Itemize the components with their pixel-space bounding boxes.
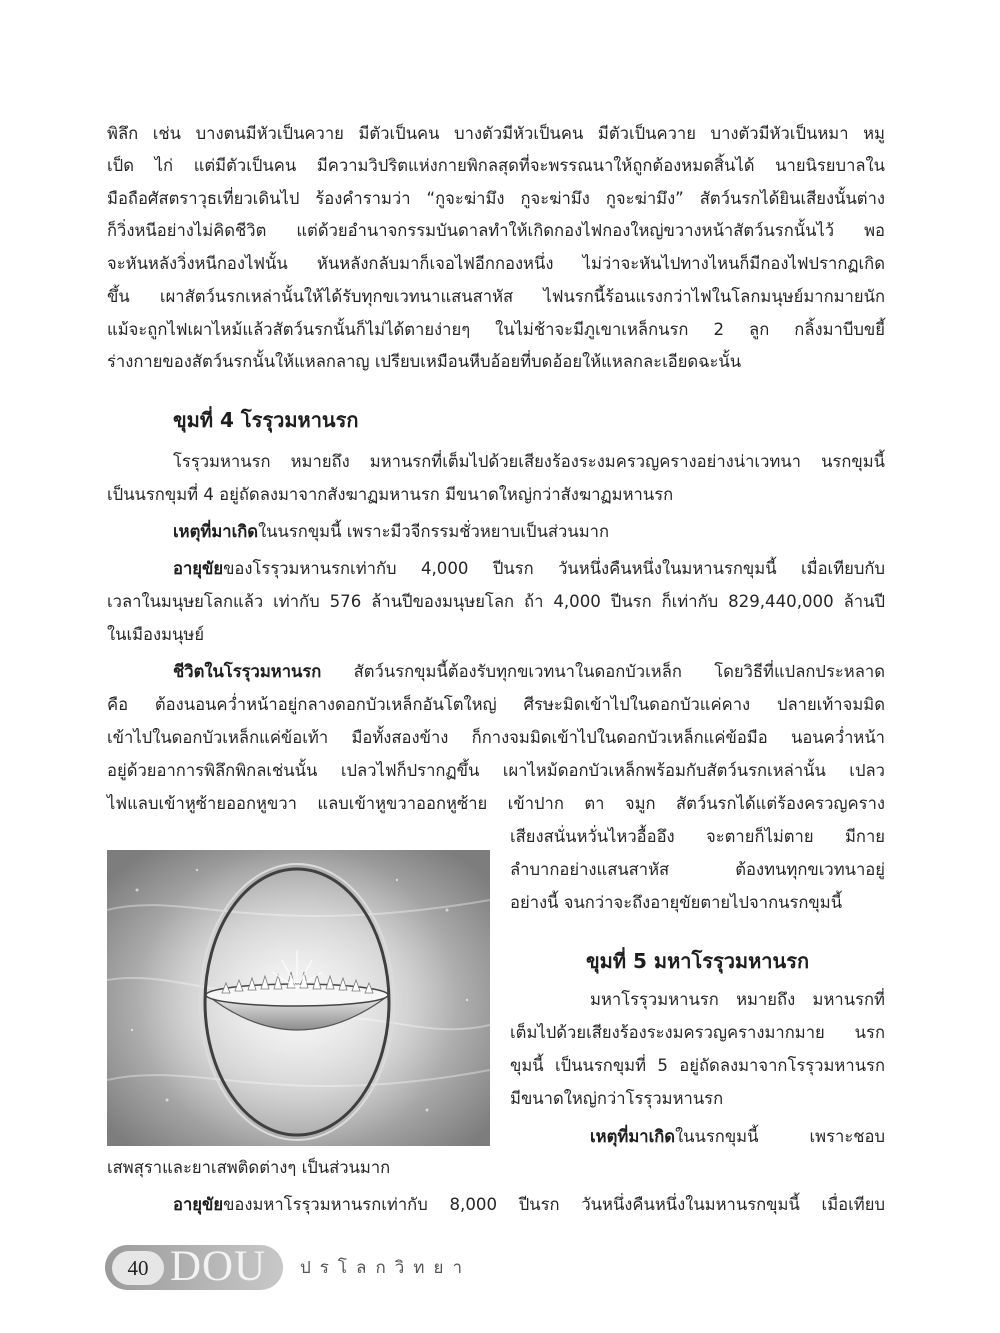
text-line: พิลึก เช่น บางตนมีหัวเป็นควาย มีตัวเป็นคน บางตัวมีหัวเป็นคน มีตัวเป็นควาย บางตัวมีหัวเป็นหมา หมู [107, 124, 885, 143]
lifespan-label: อายุขัย [173, 559, 224, 578]
cause-label: เหตุที่มาเกิด [173, 522, 259, 541]
text-line: อย่างนี้ จนกว่าจะถึงอายุขัยตายไปจากนรกขุมนี้ [510, 893, 843, 912]
text-line: ร่างกายของสัตว์นรกนั้นให้แหลกลาญ เปรียบเหมือนหีบอ้อยที่บดอ้อยให้แหลกละเอียดฉะนั้น [107, 352, 742, 371]
dou-logo: DOU [170, 1243, 267, 1290]
section-heading: ขุมที่ 5 มหาโรรุวมหานรก [586, 949, 810, 973]
lifespan-label: อายุขัย [173, 1195, 224, 1214]
cause-paragraph [590, 1121, 885, 1154]
text-line: คือ ต้องนอนคว่ำหน้าอยู่กลางดอกบัวเหล็กอันโตใหญ่ ศีรษะมิดเข้าไปในดอกบัวแค่คาง ปลายเท้าจมมิด [107, 695, 885, 714]
text-line: จะหันหลังวิ่งหนีกองไฟนั้น หันหลังกลับมาก็เจอไฟอีกกองหนึ่ง ไม่ว่าจะหันไปทางไหนก็มีกองไฟปรากฏเกิด [107, 254, 885, 273]
text-line: ขึ้น เผาสัตว์นรกเหล่านั้นให้ได้รับทุกขเวทนาแสนสาหัส ไฟนรกนี้ร้อนแรงกว่าไฟในโลกมนุษย์มากมายนัก [107, 287, 885, 306]
lifespan-text: ของมหาโรรุวมหานรกเท่ากับ 8,000 ปีนรก วันหนึ่งคืนหนึ่งในมหานรกขุมนี้ เมื่อเทียบ [223, 1195, 885, 1214]
lifespan-text: ของโรรุวมหานรกเท่ากับ 4,000 ปีนรก วันหนึ่งคืนหนึ่งในมหานรกขุมนี้ เมื่อเทียบกับ [223, 559, 885, 578]
text-line: อยู่ด้วยอาการพิลึกพิกลเช่นนั้น เปลวไฟก็ปรากฏขึ้น เผาไหม้ดอกบัวเหล็กพร้อมกับสัตว์นรกเหล่านั้น เปลว [107, 761, 885, 780]
section-heading: ขุมที่ 4 โรรุวมหานรก [173, 408, 359, 432]
text-line: เสียงสนั่นหวั่นไหวอื้ออึง จะตายก็ไม่ตาย มีกาย [510, 827, 885, 846]
life-text: สัตว์นรกขุมนี้ต้องรับทุกขเวทนาในดอกบัวเหล็ก โดยวิธีที่แปลกประหลาด [321, 662, 885, 681]
text-line: แม้จะถูกไฟเผาไหม้แล้วสัตว์นรกนั้นก็ไม่ได้ตายง่ายๆ ในไม่ช้าจะมีภูเขาเหล็กนรก 2 ลูก กลิ้งมาบีบขยี้ [107, 320, 885, 339]
text-line: ไฟแลบเข้าหูซ้ายออกหูขวา แลบเข้าหูขวาออกหูซ้าย เข้าปาก ตา จมูก สัตว์นรกได้แต่ร้องครวญคราง [107, 794, 885, 813]
cause-text: ในนรกขุมนี้ เพราะมีวจีกรรมชั่วหยาบเป็นส่วนมาก [258, 522, 610, 541]
text-line: มหาโรรุวมหานรก หมายถึง มหานรกที่ [590, 990, 885, 1009]
page-number: 40 [112, 1251, 164, 1285]
cause-paragraph [173, 516, 885, 549]
lifespan-first-line [173, 1189, 885, 1222]
cause-text: ในนรกขุมนี้ เพราะชอบ [675, 1127, 885, 1146]
text-line: เป็ด ไก่ แต่มีตัวเป็นคน มีความวิปริตแห่งกายพิกลสุดที่จะพรรณนาให้ถูกต้องหมดสิ้นได้ นายนิรยบาลใน [107, 156, 885, 175]
text-line: โรรุวมหานรก หมายถึง มหานรกที่เต็มไปด้วยเสียงร้องระงมครวญครางอย่างน่าเวทนา นรกขุมนี้ [173, 452, 885, 471]
life-label: ชีวิตในโรรุวมหานรก [173, 662, 322, 681]
text-line: ขุมนี้ เป็นนรกขุมที่ 5 อยู่ถัดลงมาจากโรรุวมหานรก [510, 1056, 885, 1075]
text-line: ก็วิ่งหนีอย่างไม่คิดชีวิต แต่ด้วยอำนาจกรรมบันดาลทำให้เกิดกองไฟกองใหญ่ขวางหน้าสัตว์นรกนั้นไว้ พอ [107, 221, 885, 240]
text-line: เป็นนรกขุมที่ 4 อยู่ถัดลงมาจากสังฆาฏมหานรก มีขนาดใหญ่กว่าสังฆาฏมหานรก [107, 485, 674, 504]
text-line: มีขนาดใหญ่กว่าโรรุวมหานรก [510, 1089, 724, 1108]
text-line: เวลาในมนุษยโลกแล้ว เท่ากับ 576 ล้านปีของมนุษยโลก ถ้า 4,000 ปีนรก ก็เท่ากับ 829,440,000 ล้านปี [107, 592, 885, 611]
text-line: เต็มไปด้วยเสียงร้องระงมครวญครางมากมาย นรก [510, 1023, 885, 1042]
text-line: เข้าไปในดอกบัวเหล็กแค่ข้อเท้า มือทั้งสองข้าง ก็กางจมมิดเข้าไปในดอกบัวเหล็กแค่ข้อมือ นอนคว่ำหน้า [107, 728, 885, 747]
book-title: ปรโลกวิทยา [300, 1258, 472, 1278]
life-first-line [173, 656, 885, 689]
text-line: เสพสุราและยาเสพติดต่างๆ เป็นส่วนมาก [107, 1158, 391, 1177]
text-line: มือถือศัสตราวุธเที่ยวเดินไป ร้องคำรามว่า “กูจะฆ่ามึง กูจะฆ่ามึง กูจะฆ่ามึง” สัตว์นรกได้ยินเสียงนั้นต่าง [107, 189, 885, 208]
hell-lotus-illustration [107, 850, 490, 1146]
text-line: ลำบากอย่างแสนสาหัส ต้องทนทุกขเวทนาอยู่ [510, 860, 885, 879]
text-line: ในเมืองมนุษย์ [107, 625, 205, 644]
lifespan-first-line [173, 553, 885, 586]
cause-label: เหตุที่มาเกิด [590, 1127, 676, 1146]
